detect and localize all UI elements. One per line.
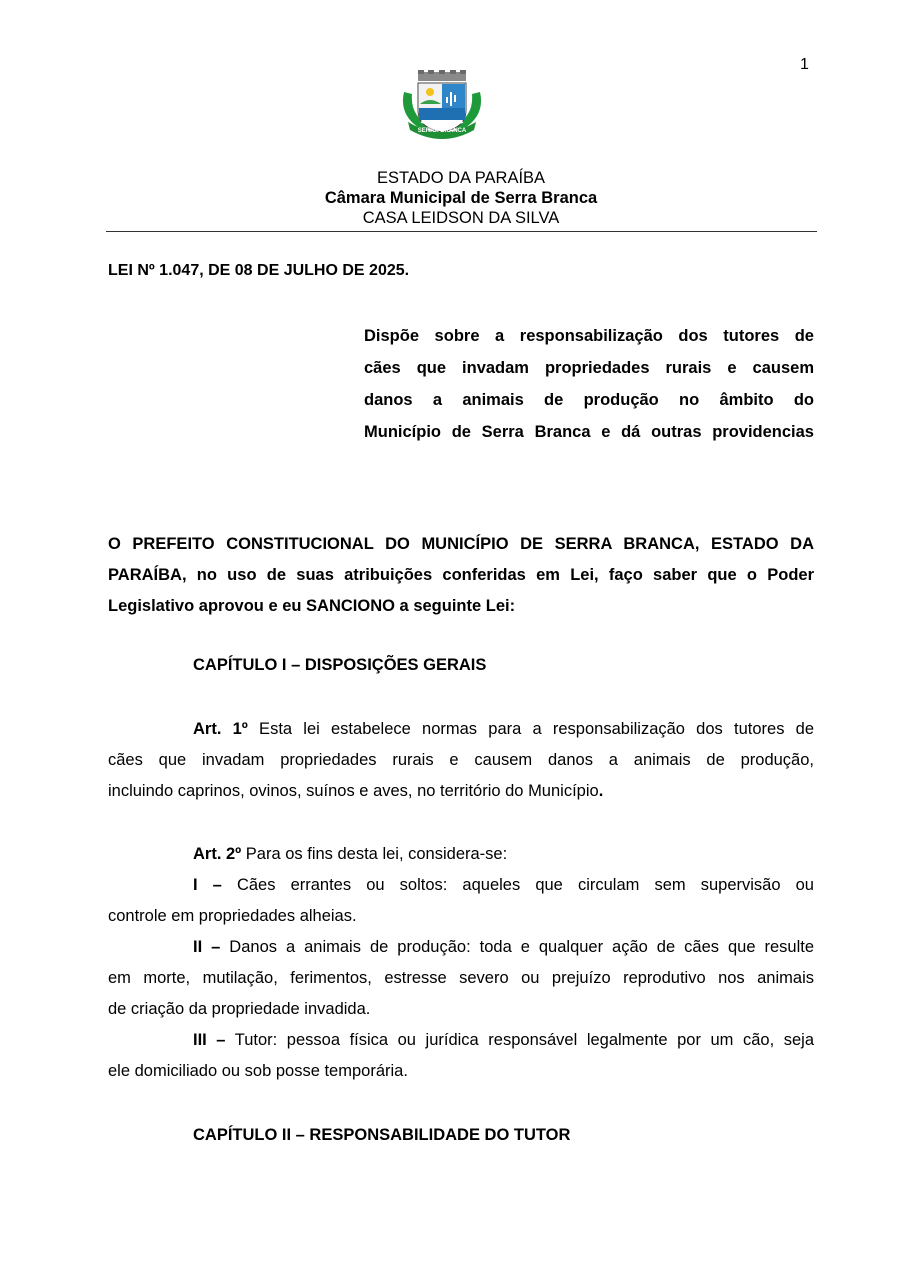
item-3-line: ele domiciliado ou sob posse temporária. bbox=[108, 1062, 408, 1080]
article-2-label: Art. 2º bbox=[193, 845, 242, 863]
document-header bbox=[106, 168, 816, 228]
article-1 bbox=[108, 714, 814, 807]
item-2-line: de criação da propriedade invadida. bbox=[108, 1000, 371, 1018]
preamble-line: Legislativo aprovou e eu SANCIONO a seguinte Lei: bbox=[108, 597, 516, 615]
state-name: ESTADO DA PARAÍBA bbox=[376, 169, 546, 187]
item-2-line: II – Danos a animais de produção: toda e qualquer ação de cães que resulte bbox=[193, 938, 814, 956]
chapter-2-title: CAPÍTULO II – RESPONSABILIDADE DO TUTOR bbox=[193, 1126, 571, 1144]
item-1-line: I – Cães errantes ou soltos: aqueles que circulam sem supervisão ou bbox=[193, 876, 814, 894]
article-1-label: Art. 1º bbox=[193, 720, 248, 738]
article-1-line: Art. 1º Esta lei estabelece normas para a responsabilização dos tutores de bbox=[193, 720, 815, 738]
header-divider bbox=[106, 231, 817, 232]
chamber-name: Câmara Municipal de Serra Branca bbox=[324, 189, 598, 207]
law-ementa bbox=[364, 320, 814, 448]
preamble-line: O PREFEITO CONSTITUCIONAL DO MUNICÍPIO DE SERRA BRANCA, ESTADO DA bbox=[108, 535, 814, 553]
item-2-line: em morte, mutilação, ferimentos, estresse severo ou prejuízo reprodutivo nos animais bbox=[108, 969, 814, 987]
article-2-intro: Art. 2º Para os fins desta lei, considera-se: bbox=[193, 845, 508, 863]
preamble bbox=[108, 529, 814, 622]
page-number: 1 bbox=[800, 56, 809, 73]
ementa-line: Município de Serra Branca e dá outras providencias bbox=[364, 423, 814, 441]
ementa-line: cães que invadam propriedades rurais e causem bbox=[364, 359, 814, 377]
house-name: CASA LEIDSON DA SILVA bbox=[362, 209, 560, 227]
law-title: LEI Nº 1.047, DE 08 DE JULHO DE 2025. bbox=[108, 262, 410, 279]
article-1-line: cães que invadam propriedades rurais e causem danos a animais de produção, bbox=[108, 751, 814, 769]
article-1-line: incluindo caprinos, ovinos, suínos e aves, no território do Município. bbox=[108, 782, 604, 800]
article-2 bbox=[108, 839, 814, 1087]
item-3-line: III – Tutor: pessoa física ou jurídica responsável legalmente por um cão, seja bbox=[193, 1031, 814, 1049]
chapter-1-title: CAPÍTULO I – DISPOSIÇÕES GERAIS bbox=[193, 656, 487, 674]
preamble-line: PARAÍBA, no uso de suas atribuições conferidas em Lei, faço saber que o Poder bbox=[108, 566, 814, 584]
seal-ribbon-text: SERRA BRANCA bbox=[417, 128, 467, 134]
ementa-line: danos a animais de produção no âmbito do bbox=[364, 391, 814, 409]
municipal-seal-logo bbox=[396, 70, 488, 142]
ementa-line: Dispõe sobre a responsabilização dos tutores de bbox=[364, 327, 814, 345]
item-1-line: controle em propriedades alheias. bbox=[108, 907, 357, 925]
